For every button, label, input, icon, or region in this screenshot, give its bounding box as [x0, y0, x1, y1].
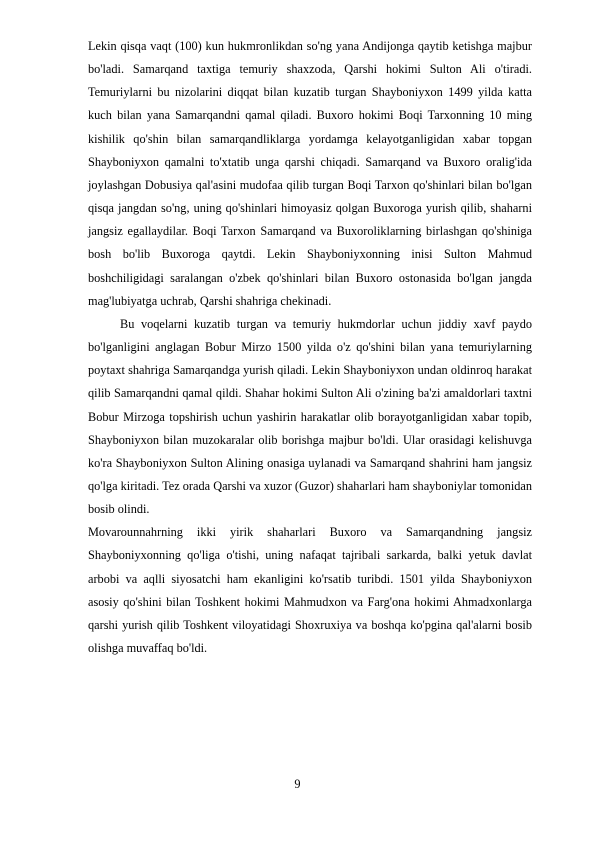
page-number: 9: [294, 777, 301, 791]
body-text: [88, 35, 532, 660]
paragraph-3: Movarounnahrning ikki yirik shaharlari Buxoro va Samarqandning jangsiz Shayboniyxonning qo'liga o'tishi, uning nafaqat tajribali sarkarda, balki yetuk davlat arbobi va aqlli siyosatchi ham ekanligini ko'rsatib turibdi. 1501 yilda Shayboniyxon asosiy qo'shini bilan Toshkent hokimi Mahmudxon va Farg'ona hokimi Ahmadxonlarga qarshi yurish qilib Toshkent viloyatidagi Shoxruxiya va boshqa ko'pgina qal'alarni bosib olishga muvaffaq bo'ldi.: [88, 525, 532, 656]
paragraph-2: Bu voqelarni kuzatib turgan va temuriy hukmdorlar uchun jiddiy xavf paydo bo'lganligini anglagan Bobur Mirzo 1500 yilda o'z qo'shini bilan yana temuriylarning poytaxt shahriga Samarqandga yurish qiladi. Lekin Shayboniyxon undan oldinroq harakat qilib Samarqandni qamal qildi. Shahar hokimi Sulton Ali o'zining ba'zi amaldorlari taxtni Bobur Mirzoga topshirish uchun yashirin harakatlar olib borayotganligidan xabar topib, Shayboniyxon bilan muzokaralar olib borishga majbur bo'ldi. Ular orasidagi kelishuvga ko'ra Shayboniyxon Sulton Alining onasiga uylanadi va Samarqand shahrini ham jangsiz qo'lga kiritadi. Tez orada Qarshi va xuzor (Guzor) shaharlari ham shayboniylar tomonidan bosib olindi.: [88, 316, 532, 517]
paragraph-1: Lekin qisqa vaqt (100) kun hukmronlikdan so'ng yana Andijonga qaytib ketishga majbur bo'ladi. Samarqand taxtiga temuriy shaxzoda, Qarshi hokimi Sulton Ali o'tiradi. Temuriylarni bu nizolarini diqqat bilan kuzatib turgan Shayboniyxon 1499 yilda katta kuch bilan yana Samarqandni qamal qiladi. Buxoro hokimi Boqi Tarxonning 10 ming kishilik qo'shin bilan samarqandliklarga yordamga kelayotganligidan xabar topgan Shayboniyxon qamalni to'xtatib unga qarshi chiqadi. Samarqand va Buxoro oralig'ida joylashgan Dobusiya qal'asini mudofaa qilib turgan Boqi Tarxon qo'shinlari bilan bo'lgan qisqa jangdan so'ng, uning qo'shinlari himoyasiz qolgan Buxoroga yurish qilib, shaharni jangsiz egallaydilar. Boqi Tarxon Samarqand va Buxoroliklarning birlashgan qo'shiniga bosh bo'lib Buxoroga qaytdi. Lekin Shayboniyxonning inisi Sulton Mahmud boshchiligidagi saralangan o'zbek qo'shinlari bilan Buxoro ostonasida bo'lgan jangda mag'lubiyatga uchrab, Qarshi shahriga chekinadi.: [88, 39, 532, 308]
